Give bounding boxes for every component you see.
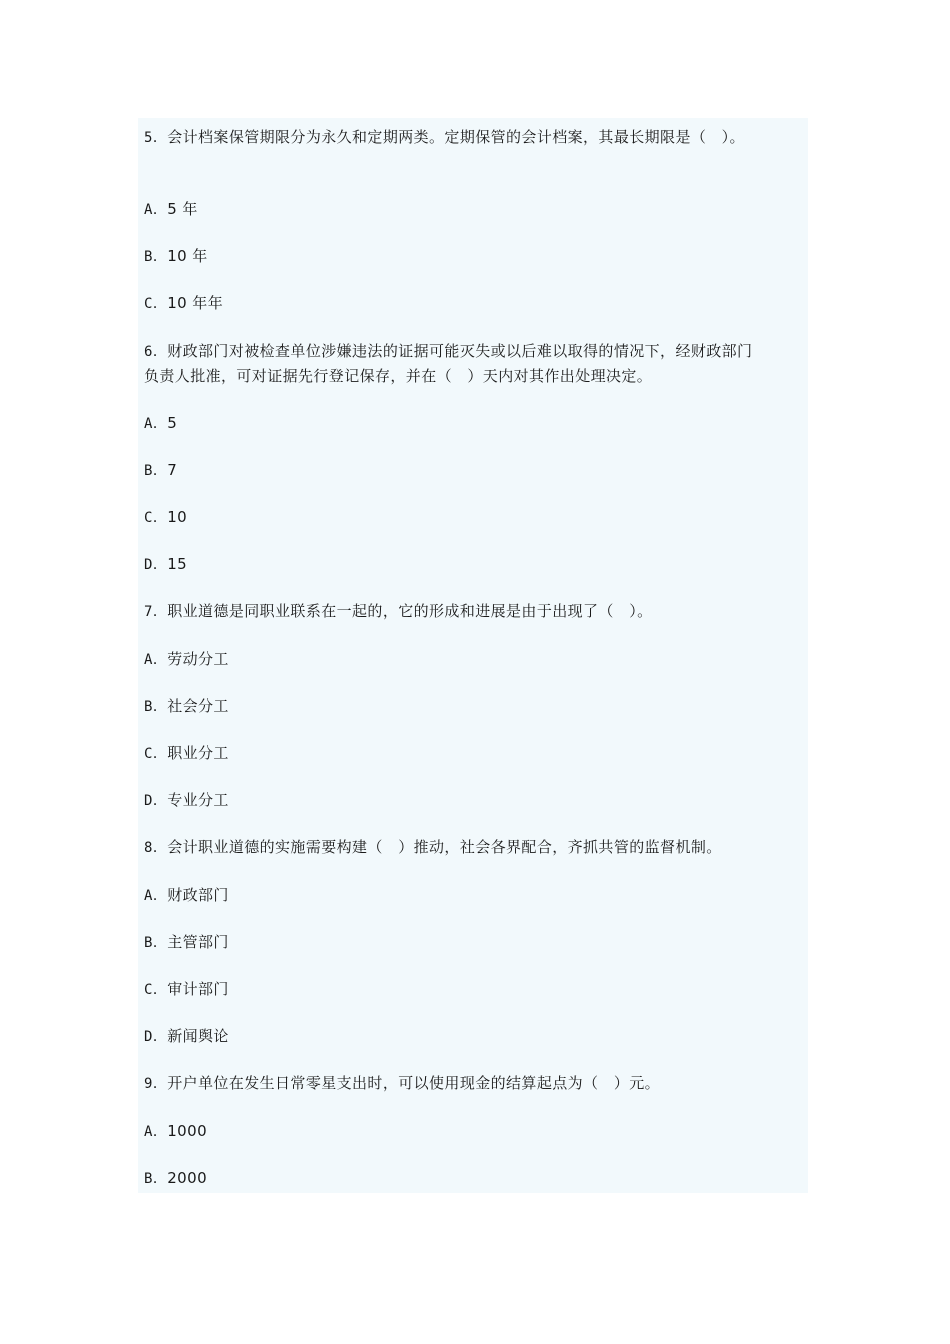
option-letter: A． [144,416,168,432]
option-text: 社会分工 [167,697,229,715]
option-7-d [144,788,229,813]
option-9-a [144,1119,207,1144]
option-8-d [144,1024,229,1049]
option-letter: D． [144,793,168,809]
option-9-b [144,1166,207,1191]
question-7 [144,599,653,624]
option-letter: B． [144,935,168,951]
option-letter: A． [144,202,168,218]
option-8-c [144,977,229,1002]
option-text: 10 年年 [167,294,224,312]
option-text: 审计部门 [167,980,229,998]
question-9 [144,1071,660,1096]
option-letter: A． [144,652,168,668]
option-text: 新闻舆论 [167,1027,229,1045]
option-6-a [144,411,177,436]
option-8-b [144,930,229,955]
option-5-a [144,197,198,222]
option-letter: B． [144,699,168,715]
option-text: 10 [167,508,188,526]
option-letter: C． [144,982,168,998]
option-letter: A． [144,888,168,904]
option-7-a [144,647,229,672]
option-text: 7 [167,461,178,479]
content-highlight-block [138,118,808,1193]
option-text: 5 年 [167,200,198,218]
option-7-c [144,741,229,766]
option-5-c [144,291,223,316]
question-text: 会计档案保管期限分为永久和定期两类。定期保管的会计档案，其最长期限是（ ）。 [167,128,745,146]
option-7-b [144,694,229,719]
option-8-a [144,883,229,908]
option-letter: B． [144,1171,168,1187]
option-text: 15 [167,555,188,573]
question-number: 5． [144,130,168,146]
option-6-d [144,552,187,577]
question-text: 负责人批准，可对证据先行登记保存，并在（ ）天内对其作出处理决定。 [144,367,653,385]
option-text: 10 年 [167,247,208,265]
option-letter: A． [144,1124,168,1140]
option-text: 劳动分工 [167,650,229,668]
option-letter: C． [144,746,168,762]
option-letter: B． [144,463,168,479]
question-6-continuation [144,364,652,388]
option-text: 5 [167,414,178,432]
option-letter: D． [144,557,168,573]
option-letter: C． [144,510,168,526]
question-6 [144,339,752,364]
option-text: 专业分工 [167,791,229,809]
question-number: 9． [144,1076,168,1092]
option-6-b [144,458,177,483]
option-letter: C． [144,296,168,312]
option-letter: B． [144,249,168,265]
question-number: 8． [144,840,168,856]
option-text: 2000 [167,1169,208,1187]
option-5-b [144,244,208,269]
option-text: 1000 [167,1122,208,1140]
option-text: 职业分工 [167,744,229,762]
question-text: 财政部门对被检查单位涉嫌违法的证据可能灭失或以后难以取得的情况下，经财政部门 [167,342,753,360]
question-text: 会计职业道德的实施需要构建（ ）推动，社会各界配合，齐抓共管的监督机制。 [167,838,722,856]
question-8 [144,835,722,860]
question-text: 职业道德是同职业联系在一起的，它的形成和进展是由于出现了（ ）。 [167,602,653,620]
question-number: 7． [144,604,168,620]
option-text: 财政部门 [167,886,229,904]
question-5 [144,125,745,150]
option-6-c [144,505,187,530]
question-number: 6． [144,344,168,360]
option-text: 主管部门 [167,933,229,951]
question-text: 开户单位在发生日常零星支出时，可以使用现金的结算起点为（ ）元。 [167,1074,661,1092]
option-letter: D． [144,1029,168,1045]
